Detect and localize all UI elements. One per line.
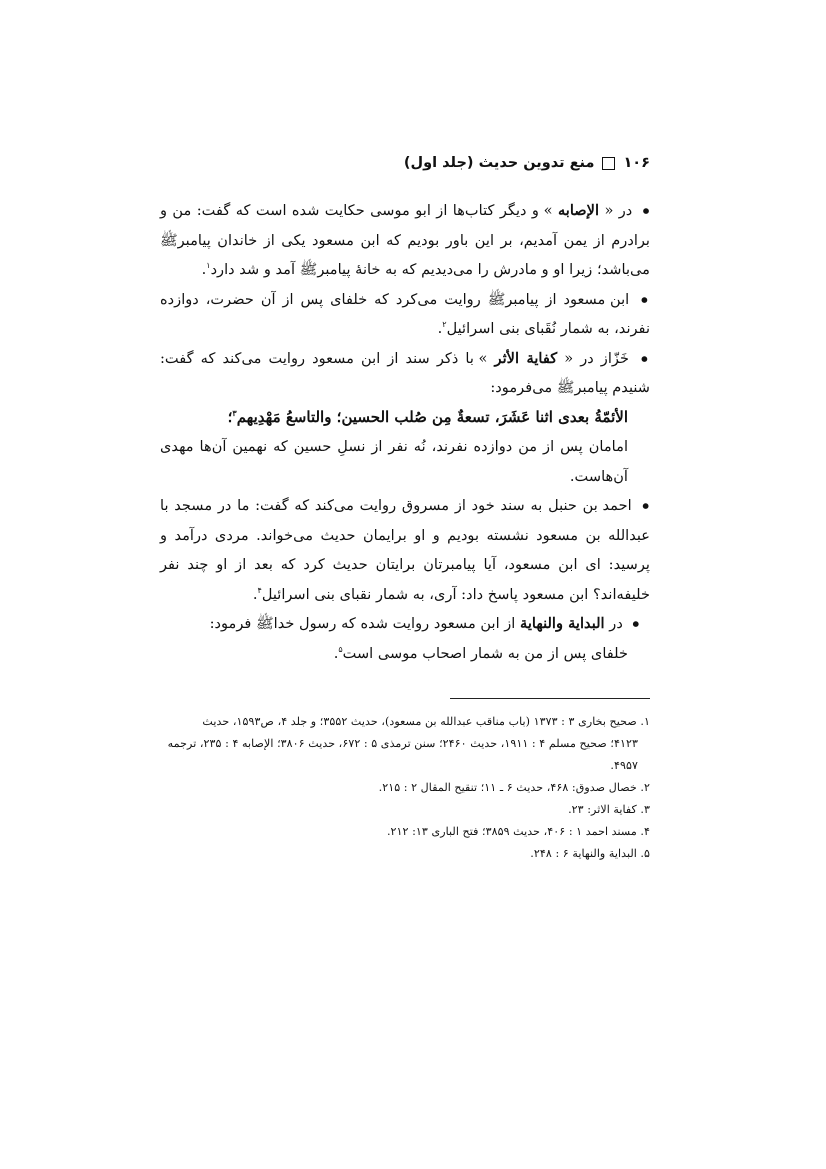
paragraph-5-text: از ابن مسعود روایت شده که رسول خداﷺ فرمود: xyxy=(209,615,516,632)
footnote-3: ۳. کفایة الاثر: ۲۳. xyxy=(568,803,650,816)
source-title-kifaya: کفایة الأثر xyxy=(494,349,558,367)
paragraph-2-text: ابن مسعود از پیامبرﷺ روایت می‌کرد که خلفای پس از آن حضرت، دوازده نفرند، به شمار نُقَبای بنی اسرائیل xyxy=(160,290,650,337)
footnotes xyxy=(160,711,650,865)
paragraph-3-prefix: خَزّاز در « xyxy=(564,349,629,367)
paragraph-5 xyxy=(160,609,650,639)
paragraph-5-quote xyxy=(160,639,650,669)
paragraph-5-quote-text: خلفای پس از من به شمار اصحاب موسی است xyxy=(342,644,628,662)
paragraph-4-text: احمد بن حنبل به سند خود از مسروق روایت می‌کند که گفت: ما در مسجد با عبدالله بن مسعود نشسته بودیم و او برایمان حدیث می‌خواند. مردی درآمد و پرسید: ای ابن مسعود، آیا پیامبرتان برایتان حدیث کرد که بعد از او چند نفر خلیفه‌اند؟ ابن مسعود پاسخ داد: آری، به شمار نقبای بنی اسرائیل xyxy=(160,497,650,603)
paragraph-1-prefix: در « xyxy=(604,202,633,219)
footnote-ref-4[interactable]: ۴ xyxy=(257,585,262,595)
paragraph-3 xyxy=(160,344,650,403)
hadith-translation: امامان پس از من دوازده نفرند، نُه نفر از نسلِ حسین که نهمین آن‌ها مهدی آن‌هاست. xyxy=(160,438,628,485)
footnote-ref-5[interactable]: ۵ xyxy=(338,644,343,654)
paragraph-1-text: » و دیگر کتاب‌ها از ابو موسی حکایت شده است که گفت: من و برادرم از یمن آمدیم، بر این باور بودیم که ابن مسعود یکی از خاندان پیامبرﷺ می‌باشد؛ زیرا او و مادرش را می‌دیدیم که به خانهٔ پیامبرﷺ آمد و شد دارد xyxy=(160,202,650,278)
footnote-separator xyxy=(450,698,650,699)
paragraph-2 xyxy=(160,285,650,344)
book-page xyxy=(160,150,650,865)
paragraph-2-end: . xyxy=(437,320,443,337)
source-title-bidaya: البدایة والنهایة xyxy=(520,615,605,632)
footnote-1 xyxy=(160,711,650,777)
footnote-1-continuation: ۴۱۲۳؛ صحیح مسلم ۴ : ۱۹۱۱، حدیث ۲۴۶۰؛ سنن ترمذی ۵ : ۶۷۲، حدیث ۳۸۰۶؛ الإصابه ۴ : ۲۳۵، ترجمه ۴۹۵۷. xyxy=(167,737,638,772)
paragraph-4 xyxy=(160,491,650,609)
footnote-2: ۲. خصال صدوق: ۴۶۸، حدیث ۶ ـ ۱۱؛ تنقیح المقال ۲ : ۲۱۵. xyxy=(378,781,650,794)
footnote-4: ۴. مسند احمد ۱ : ۴۰۶، حدیث ۳۸۵۹؛ فتح الباری ۱۳: ۲۱۲. xyxy=(386,825,650,838)
paragraph-1 xyxy=(160,196,650,285)
footnote-ref-2[interactable]: ۲ xyxy=(442,320,447,330)
main-text xyxy=(160,196,650,668)
arabic-hadith-end: ؛ xyxy=(227,407,233,426)
footnote-ref-3[interactable]: ۳ xyxy=(232,407,237,418)
footnote-1-text: ۱. صحیح بخاری ۳ : ۱۳۷۳ (باب مناقب عبدالله بن مسعود)، حدیث ۳۵۵۲؛ و جلد ۴، ص۱۵۹۳، حدیث xyxy=(202,715,650,728)
square-box-icon xyxy=(602,157,615,170)
page-header xyxy=(160,150,650,176)
running-title: منع تدوین حدیث (جلد اول) xyxy=(403,155,595,171)
paragraph-4-end: . xyxy=(252,585,258,603)
paragraph-5-quote-end: . xyxy=(333,644,339,662)
arabic-hadith-text: الأئمّةُ بعدی اثنا عَشَرَ، تسعةٌ مِن صُلب الحسین؛ والتاسعُ مَهْدِیهم xyxy=(236,407,628,426)
page-number: ۱۰۶ xyxy=(623,155,650,171)
footnote-5: ۵. البدایة والنهایة ۶ : ۲۴۸. xyxy=(530,847,650,860)
paragraph-3-text: » با ذکر سند از ابن مسعود روایت می‌کند که گفت: شنیدم پیامبرﷺ می‌فرمود: xyxy=(160,349,650,396)
arabic-hadith xyxy=(160,403,650,433)
paragraph-5-prefix: در xyxy=(609,615,623,632)
source-title-isaba: الإصابه xyxy=(557,202,600,219)
paragraph-1-end: . xyxy=(201,261,207,278)
footnote-ref-1[interactable]: ۱ xyxy=(206,261,211,271)
